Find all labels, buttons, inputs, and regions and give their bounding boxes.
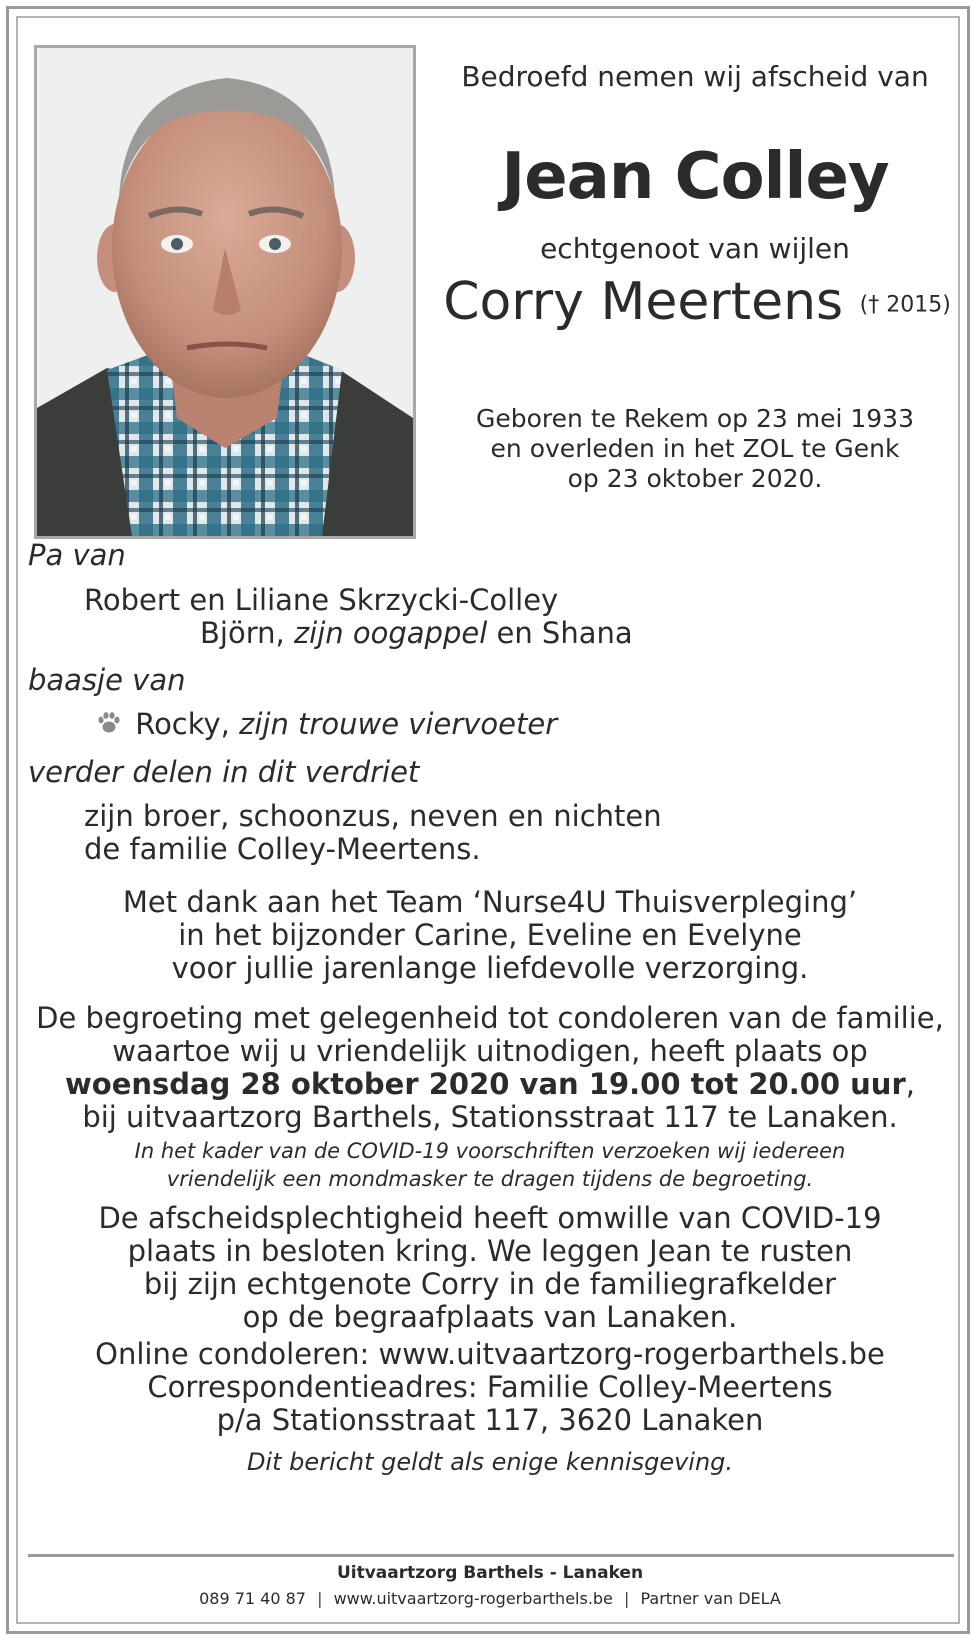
intro-text: Bedroefd nemen wij afscheid van [461,60,929,93]
footer-title: Uitvaartzorg Barthels - Lanaken [336,1563,644,1583]
death-line: en overleden in het ZOL te Genk [490,434,900,463]
spouse-label: echtgenoot van wijlen [540,232,850,265]
spouse-line [432,272,962,332]
footer-separator: | [624,1589,630,1608]
greeting-line-4: bij uitvaartzorg Barthels, Stationsstraat 117 te Lanaken. [82,1100,898,1134]
contact-block [18,1338,962,1437]
ceremony-line-1: De afscheidsplechtigheid heeft omwille van COVID-19 [98,1201,882,1235]
share-line-1: zijn broer, schoonzus, neven en nichten [84,799,662,833]
grandchild-note: zijn oogappel [293,616,488,650]
grandchildren-line [200,617,633,650]
birth-line: Geboren te Rekem op 23 mei 1933 [476,404,914,433]
thanks-line-2: in het bijzonder Carine, Eveline en Evelyne [178,918,802,952]
greeting-datetime: woensdag 28 oktober 2020 van 19.00 tot 20.00 uur [65,1067,906,1101]
thanks-line-1: Met dank aan het Team ‘Nurse4U Thuisverpleging’ [122,885,858,919]
footer-partner: Partner van DELA [640,1589,781,1608]
footer-separator: | [317,1589,323,1608]
spouse-name: Corry Meertens [443,272,844,332]
father-label: Pa van [28,538,126,572]
portrait-photo [34,45,416,539]
owner-label: baasje van [28,663,186,697]
covid-note-line-1: In het kader van de COVID-19 voorschriften verzoeken wij iedereen [134,1139,846,1163]
paw-icon [96,710,126,743]
dog-description: zijn trouwe viervoeter [239,707,558,741]
covid-note [18,1137,962,1193]
deceased-name: Jean Colley [501,140,889,214]
footer-info [18,1589,962,1608]
ceremony-block [18,1202,962,1334]
thanks-block [18,886,962,985]
life-dates [440,404,950,494]
ceremony-line-2: plaats in besloten kring. We leggen Jean te rusten [127,1234,853,1268]
greeting-line-1: De begroeting met gelegenheid tot condoleren van de familie, [36,1001,944,1035]
greeting-block [18,1002,962,1134]
spouse-death-year: († 2015) [859,292,951,318]
share-label: verder delen in dit verdriet [28,755,420,789]
grandchild-name: Björn, [200,616,285,650]
footer-divider [28,1554,954,1557]
covid-note-line-2: vriendelijk een mondmasker te dragen tijdens de begroeting. [166,1167,814,1191]
children-line: Robert en Liliane Skrzycki-Colley [84,583,559,617]
greeting-datetime-line [18,1068,962,1101]
address-line-2: p/a Stationsstraat 117, 3620 Lanaken [216,1403,764,1437]
notice-text: Dit bericht geldt als enige kennisgeving. [246,1448,734,1476]
dog-line [96,708,557,743]
footer-website: www.uitvaartzorg-rogerbarthels.be [333,1589,613,1608]
death-date-line: op 23 oktober 2020. [567,464,823,493]
grandchild-other: en Shana [496,616,633,650]
thanks-line-3: voor jullie jarenlange liefdevolle verzorging. [171,951,809,985]
share-line-2: de familie Colley-Meertens. [84,832,481,866]
address-line-1: Correspondentieadres: Familie Colley-Meertens [147,1370,833,1404]
greeting-comma: , [905,1067,915,1101]
footer-phone: 089 71 40 87 [199,1589,306,1608]
dog-name: Rocky, [135,707,230,741]
online-condolences: Online condoleren: www.uitvaartzorg-rogerbarthels.be [95,1337,885,1371]
ceremony-line-4: op de begraafplaats van Lanaken. [242,1300,738,1334]
ceremony-line-3: bij zijn echtgenote Corry in de familiegrafkelder [143,1267,837,1301]
greeting-line-2: waartoe wij u vriendelijk uitnodigen, heeft plaats op [112,1034,868,1068]
